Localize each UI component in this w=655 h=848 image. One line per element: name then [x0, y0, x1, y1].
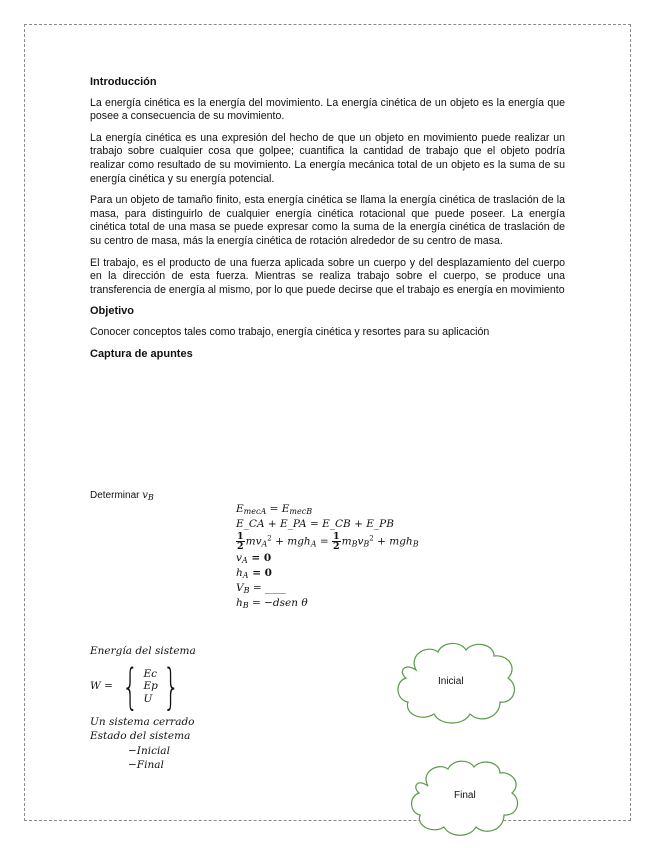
determinar-var: $v_B$ — [142, 490, 154, 502]
paragraph-2: La energía cinética es una expresión del hecho de que un objeto en movimiento puede realizar un trabajo sobre cualquier cosa que golpee; cuantifica la cantidad de trabajo que el objeto podría realizar como resultado de su movimiento. La energía mecánica total de un objeto es la suma de su energía cinética y su energía potencial. — [90, 131, 565, 185]
sistema-line-3: −Inicial — [128, 744, 170, 757]
document-body — [90, 76, 565, 368]
equation-block — [236, 503, 419, 613]
brace-item-ep: Ep — [143, 680, 158, 693]
heading-objetivo: Objetivo — [90, 305, 135, 318]
left-brace: { — [121, 658, 139, 715]
paragraph-1: La energía cinética es la energía del movimiento. La energía cinética de un objeto es la energía que posee a consecuencia de su movimiento. — [90, 96, 565, 123]
equation-line-6: VB = ____ — [236, 582, 286, 596]
right-brace: } — [162, 658, 180, 715]
cloud-final-label: Final — [454, 790, 476, 801]
equation-line-4: vA = 0 — [236, 551, 272, 565]
sistema-line-1: Un sistema cerrado — [90, 715, 195, 728]
sistema-line-4: −Final — [128, 759, 164, 772]
sistema-line-2: Estado del sistema — [90, 730, 191, 743]
determinar-label: Determinar $v_B$ — [90, 490, 154, 502]
cloud-inicial-label: Inicial — [438, 676, 464, 687]
heading-captura: Captura de apuntes — [90, 347, 193, 360]
heading-introduccion: Introducción — [90, 76, 157, 88]
objetivo-text: Conocer conceptos tales como trabajo, energía cinética y resortes para su aplicación — [90, 325, 490, 338]
sistema-title: Energía del sistema — [90, 645, 196, 657]
equation-line-5: hA = 0 — [236, 566, 272, 580]
equation-line-3: $\frac{1}{2}$ mvA$^2$ + mghA = $\frac{1}{2}$ mBvB$^2$ + mghB — [237, 530, 419, 552]
brace-item-ec: Ec — [143, 667, 158, 680]
equation-line-7: hB = −dsen θ — [236, 597, 308, 611]
paragraph-3: Para un objeto de tamaño finito, esta energía cinética se llama la energía cinética de traslación de la masa, para distinguirlo de cualquier energía cinética rotacional que puede poseer. La energía cinética total de una masa se puede expresar como la suma de la energía cinética de traslación de su centro de masa, más la energía cinética de rotación alrededor de su centro de masa. — [90, 194, 565, 247]
w-brace-expression: W = { Ec Ep U } — [90, 658, 180, 715]
brace-item-u: U — [143, 692, 153, 705]
equation-line-1: EmecA = EmecB — [236, 503, 313, 516]
equation-line-2: E_CA + E_PA = E_CB + E_PB — [236, 518, 394, 531]
paragraph-4: El trabajo, es el producto de una fuerza aplicada sobre un cuerpo y del desplazamiento del cuerpo en la dirección de esta fuerza. Mientras se realiza trabajo sobre el cuerpo, se produce una transferencia de energía al mismo, por lo que puede decirse que el trabajo es energía en movimiento — [90, 256, 565, 296]
sistema-notes — [90, 644, 196, 773]
